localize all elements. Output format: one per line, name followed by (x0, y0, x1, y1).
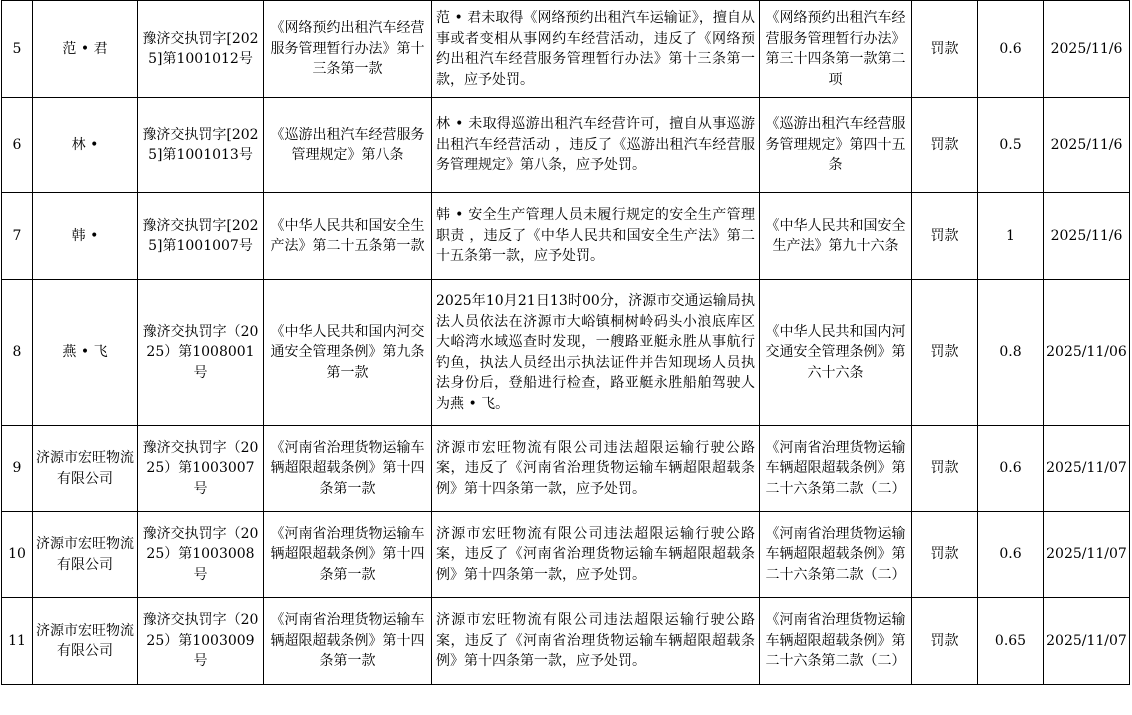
cell-no: 8 (2, 280, 33, 426)
cell-date: 2025/11/6 (1044, 98, 1130, 193)
cell-penalty-basis: 《河南省治理货物运输车辆超限超载条例》第二十六条第二款（二） (760, 598, 912, 685)
cell-party: 燕 • 飞 (33, 280, 138, 426)
table-row (2, 193, 1130, 280)
cell-penalty-basis: 《巡游出租汽车经营服务管理规定》第四十五条 (760, 98, 912, 193)
cell-no: 6 (2, 98, 33, 193)
cell-amount: 0.6 (978, 426, 1044, 512)
cell-party: 济源市宏旺物流有限公司 (33, 426, 138, 512)
cell-type: 罚款 (912, 1, 978, 98)
cell-doc-no: 豫济交执罚字[2025]第1001012号 (138, 1, 264, 98)
cell-party: 济源市宏旺物流有限公司 (33, 512, 138, 598)
cell-no: 9 (2, 426, 33, 512)
cell-date: 2025/11/6 (1044, 193, 1130, 280)
cell-no: 7 (2, 193, 33, 280)
cell-type: 罚款 (912, 426, 978, 512)
table-row (2, 1, 1130, 98)
table-row (2, 598, 1130, 685)
cell-amount: 0.5 (978, 98, 1044, 193)
cell-facts: 范 • 君未取得《网络预约出租汽车运输证》，擅自从事或者变相从事网约车经营活动，违反了《网络预约出租汽车经营服务管理暂行办法》第十三条第一款，应予处罚。 (432, 1, 760, 98)
cell-type: 罚款 (912, 598, 978, 685)
cell-doc-no: 豫济交执罚字（2025）第1008001号 (138, 280, 264, 426)
table-row (2, 426, 1130, 512)
cell-party: 济源市宏旺物流有限公司 (33, 598, 138, 685)
cell-party: 林 • (33, 98, 138, 193)
cell-no: 5 (2, 1, 33, 98)
cell-type: 罚款 (912, 98, 978, 193)
penalty-table (1, 0, 1130, 685)
cell-facts: 2025年10月21日13时00分，济源市交通运输局执法人员依法在济源市大峪镇桐树岭码头小浪底库区大峪湾水域巡查时发现，一艘路亚艇永胜从事航行钓鱼，执法人员经出示执法证件并告知现场人员执法身份后，登船进行检查，路亚艇永胜船舶驾驶人为燕 • 飞。 (432, 280, 760, 426)
cell-facts: 济源市宏旺物流有限公司违法超限运输行驶公路案，违反了《河南省治理货物运输车辆超限超载条例》第十四条第一款，应予处罚。 (432, 598, 760, 685)
cell-basis: 《河南省治理货物运输车辆超限超载条例》第十四条第一款 (264, 426, 432, 512)
cell-penalty-basis: 《中华人民共和国内河交通安全管理条例》第六十六条 (760, 280, 912, 426)
cell-no: 11 (2, 598, 33, 685)
cell-date: 2025/11/07 (1044, 426, 1130, 512)
cell-doc-no: 豫济交执罚字（2025）第1003009号 (138, 598, 264, 685)
cell-type: 罚款 (912, 193, 978, 280)
cell-basis: 《网络预约出租汽车经营服务管理暂行办法》第十三条第一款 (264, 1, 432, 98)
cell-facts: 济源市宏旺物流有限公司违法超限运输行驶公路案，违反了《河南省治理货物运输车辆超限超载条例》第十四条第一款，应予处罚。 (432, 426, 760, 512)
cell-penalty-basis: 《河南省治理货物运输车辆超限超载条例》第二十六条第二款（二） (760, 426, 912, 512)
cell-amount: 1 (978, 193, 1044, 280)
cell-amount: 0.6 (978, 1, 1044, 98)
cell-basis: 《中华人民共和国安全生产法》第二十五条第一款 (264, 193, 432, 280)
cell-facts: 济源市宏旺物流有限公司违法超限运输行驶公路案，违反了《河南省治理货物运输车辆超限超载条例》第十四条第一款，应予处罚。 (432, 512, 760, 598)
cell-penalty-basis: 《中华人民共和国安全生产法》第九十六条 (760, 193, 912, 280)
cell-basis: 《巡游出租汽车经营服务管理规定》第八条 (264, 98, 432, 193)
cell-amount: 0.6 (978, 512, 1044, 598)
cell-basis: 《河南省治理货物运输车辆超限超载条例》第十四条第一款 (264, 512, 432, 598)
cell-basis: 《中华人民共和国内河交通安全管理条例》第九条第一款 (264, 280, 432, 426)
cell-penalty-basis: 《网络预约出租汽车经营服务管理暂行办法》第三十四条第一款第二项 (760, 1, 912, 98)
cell-party: 韩 • (33, 193, 138, 280)
cell-date: 2025/11/07 (1044, 598, 1130, 685)
table-row (2, 280, 1130, 426)
table-row (2, 512, 1130, 598)
cell-date: 2025/11/06 (1044, 280, 1130, 426)
cell-doc-no: 豫济交执罚字（2025）第1003007号 (138, 426, 264, 512)
cell-penalty-basis: 《河南省治理货物运输车辆超限超载条例》第二十六条第二款（二） (760, 512, 912, 598)
cell-type: 罚款 (912, 280, 978, 426)
cell-party: 范 • 君 (33, 1, 138, 98)
cell-doc-no: 豫济交执罚字（2025）第1003008号 (138, 512, 264, 598)
cell-doc-no: 豫济交执罚字[2025]第1001013号 (138, 98, 264, 193)
cell-no: 10 (2, 512, 33, 598)
cell-facts: 林 • 未取得巡游出租汽车经营许可，擅自从事巡游出租汽车经营活动 ，违反了《巡游出租汽车经营服务管理规定》第八条，应予处罚。 (432, 98, 760, 193)
cell-type: 罚款 (912, 512, 978, 598)
cell-amount: 0.8 (978, 280, 1044, 426)
cell-facts: 韩 • 安全生产管理人员未履行规定的安全生产管理职责 ，违反了《中华人民共和国安全生产法》第二十五条第一款，应予处罚。 (432, 193, 760, 280)
cell-basis: 《河南省治理货物运输车辆超限超载条例》第十四条第一款 (264, 598, 432, 685)
cell-amount: 0.65 (978, 598, 1044, 685)
cell-date: 2025/11/6 (1044, 1, 1130, 98)
cell-date: 2025/11/07 (1044, 512, 1130, 598)
cell-doc-no: 豫济交执罚字[2025]第1001007号 (138, 193, 264, 280)
table-row (2, 98, 1130, 193)
